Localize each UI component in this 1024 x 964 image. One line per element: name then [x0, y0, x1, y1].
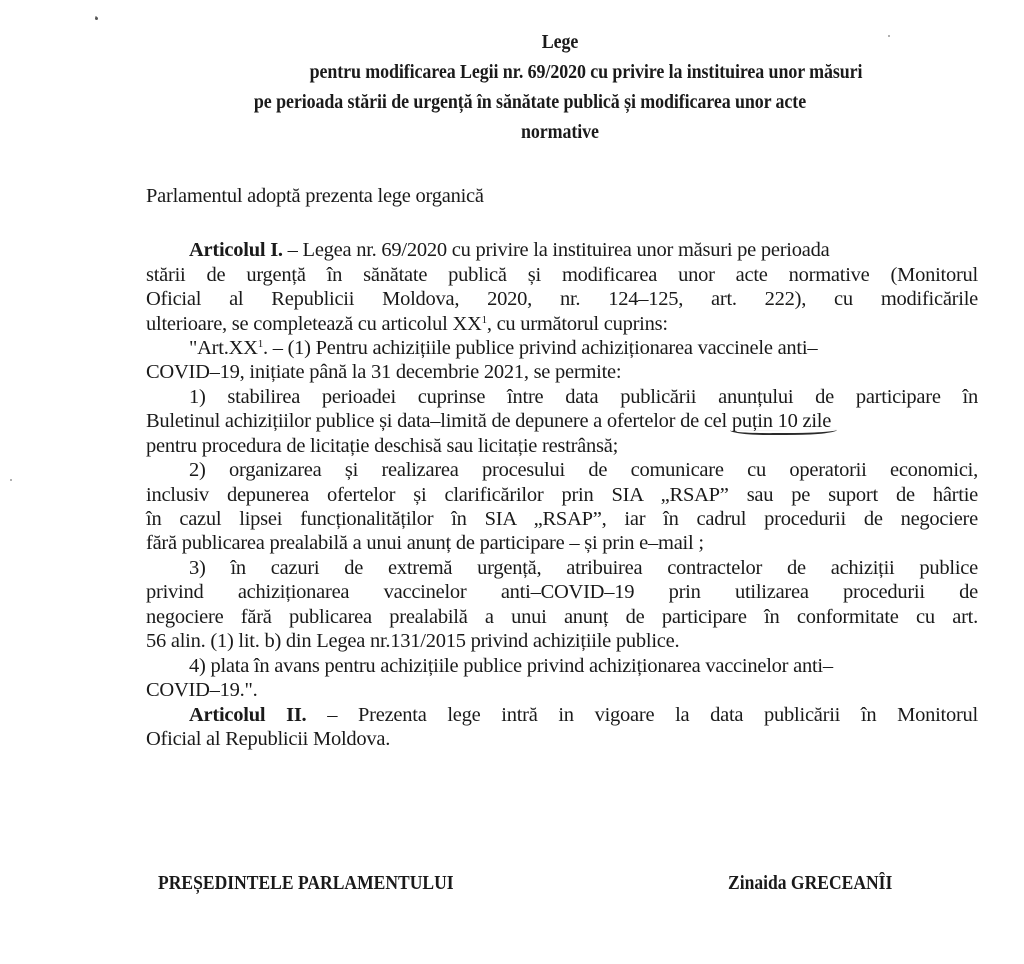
signatory-role: PREȘEDINTELE PARLAMENTULUI — [158, 873, 454, 894]
text-line: 2) organizarea și realizarea procesului de comunicare cu operatorii economici, — [189, 459, 978, 481]
scan-speck — [95, 17, 98, 20]
text-line: pentru procedura de licitație deschisă sau licitație restrânsă; — [146, 435, 619, 457]
text-line — [146, 312, 978, 336]
text-run: . – (1) Pentru achizițiile publice privind achiziționarea vaccinele anti– — [262, 337, 818, 359]
handwritten-underline: puțin 10 zile — [731, 410, 832, 432]
text-run: ulterioare, se completează cu articolul XX — [146, 313, 482, 335]
text-run: Buletinul achizițiilor publice și data–limită de depunere a ofertelor de cel — [146, 410, 732, 432]
title-line: pe perioada stării de urgență în sănătate publică și modificarea unor acte — [253, 92, 807, 113]
preamble: Parlamentul adoptă prezenta lege organică — [146, 185, 484, 207]
text-line: 4) plata în avans pentru achizițiile publice privind achiziționarea vaccinelor anti– — [189, 655, 833, 677]
text-line — [146, 409, 978, 433]
text-run: "Art.XX — [189, 337, 258, 359]
article-1-heading: Articolul I. — [189, 239, 283, 261]
text-line: COVID–19, inițiate până la 31 decembrie 2021, se permite: — [146, 361, 622, 383]
article-2-first-line — [146, 703, 978, 727]
text-line: 1) stabilirea perioadei cuprinse între data publicării anunțului de participare în — [189, 386, 978, 408]
text-line: fără publicarea prealabilă a unui anunț de participare – și prin e–mail ; — [146, 532, 704, 554]
text-line: stării de urgență în sănătate publică și modificarea unor acte normative (Monitorul — [146, 264, 978, 286]
text-line: în cazul lipsei funcționalităților în SIA „RSAP”, iar în cadrul procedurii de negociere — [146, 508, 978, 530]
signatory-name: Zinaida GRECEANÎI — [728, 873, 893, 894]
article-1-first-line — [146, 238, 978, 262]
scan-speck — [10, 479, 12, 481]
art-xx-heading-line — [146, 336, 978, 360]
text-line: 56 alin. (1) lit. b) din Legea nr.131/2015 privind achizițiile publice. — [146, 630, 680, 652]
text-run: , cu următorul cuprins: — [486, 313, 668, 335]
text-line: COVID–19.". — [146, 679, 258, 701]
title-line: pentru modificarea Legii nr. 69/2020 cu privire la instituirea unor măsuri — [309, 62, 863, 83]
title-line: normative — [521, 122, 599, 143]
text-line: Oficial al Republicii Moldova. — [146, 728, 391, 750]
text-line: privind achiziționarea vaccinelor anti–COVID–19 prin utilizarea procedurii de — [146, 581, 978, 603]
text-line: inclusiv depunerea ofertelor și clarificărilor prin SIA „RSAP” sau pe suport de hârtie — [146, 484, 978, 506]
title-line: Lege — [541, 32, 579, 53]
text-run: – Prezenta lege intră in vigoare la data publicării în Monitorul — [327, 704, 979, 726]
article-2-heading: Articolul II. — [189, 704, 307, 726]
superscript: 1 — [257, 338, 263, 350]
text-line: negociere fără publicarea prealabilă a unui anunț de participare în conformitate cu art. — [146, 606, 978, 628]
text-line: Oficial al Republicii Moldova, 2020, nr. 124–125, art. 222), cu modificările — [146, 288, 978, 310]
text-line: 3) în cazuri de extremă urgență, atribuirea contractelor de achiziții publice — [189, 557, 978, 579]
text-run: – Legea nr. 69/2020 cu privire la instituirea unor măsuri pe perioada — [287, 239, 830, 261]
superscript: 1 — [481, 314, 487, 326]
